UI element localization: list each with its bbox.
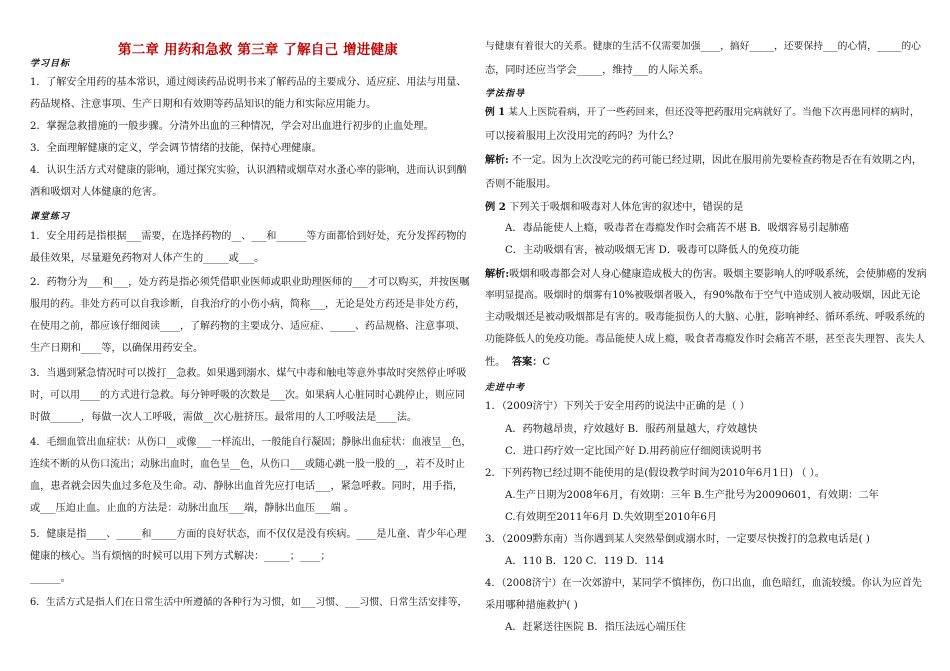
example-1-line [485, 106, 920, 120]
text-line: 在使用之前，都应该仔细阅读____，了解药物的主要成分、适应症、_____、药品规格、注意事项、 [30, 321, 465, 332]
text-line: 态，同时还应当学会_____，维持___的人际关系。 [485, 65, 710, 76]
text-line: 或___压迫止血。止血的方法是：动脉出血压___端，静脉出血压___端 。 [30, 503, 355, 514]
example-label: 例 2 [485, 201, 506, 213]
text-line: 功能降低人的免疫功能。毒品能使人成上瘾，吸食者毒瘾发作时会痛苦不堪，甚至丧失理智、丧失人 [485, 334, 925, 345]
text-line: 2．药物分为___和___，处方药是指必须凭借职业医师或职业助理医师的___才可以购买，并按医嘱 [30, 277, 470, 288]
text-line: 2．掌握急救措施的一般步骤。分清外出血的三种情况，学会对出血进行初步的止血处理。 [30, 121, 434, 132]
section-heading-method: 学法指导 [485, 89, 526, 99]
answer-value: C [542, 357, 551, 368]
analysis-label: 解析: [485, 155, 509, 166]
text-line: 连续不断的从伤口流出；动脉出血时，血色呈__色，从伤口___或随心跳一股一股的__，若不及时止 [30, 459, 465, 470]
text-line: 血，患者就会因失血过多危及生命。动、静脉出血首先应打电话___，紧急呼救。同时，用手指， [30, 481, 463, 492]
option-line: A．药物越昂贵，疗效越好 B．服药剂量越大，疗效越快 [505, 424, 758, 435]
text-line: 服用的药。非处方药可以自我诊断，自我治疗的小伤小病，简称___，无论是处方药还是非处方药， [30, 299, 465, 310]
analysis-1-line [485, 154, 922, 168]
option-line: A．赶紧送往医院 B．指压法远心端压住 [505, 622, 687, 633]
question-4: 4．（2008济宁）在一次郊游中，某同学不慎摔伤，伤口出血，血色暗红，血流较缓。你认为应首先 [485, 578, 922, 589]
text-line: 与健康有着很大的关系。健康的生活不仅需要加强____，搞好_____，还要保持___的心情，_____的心 [485, 41, 921, 52]
answer-line [485, 355, 550, 370]
analysis-2-line [485, 267, 927, 282]
text-line: 率明显提高。吸烟时的烟雾有10%被吸烟者吸入，有90%散布于空气中造成别人被动吸烟，因此无论 [485, 290, 921, 301]
option-line: C．进口药疗效一定比国产好 D.用药前应仔细阅读说明书 [505, 446, 762, 457]
text-line: 生产日期和____等，以确保用药安全。 [30, 343, 204, 354]
option-line: C．主动吸烟有害，被动吸烟无害 D．吸毒可以降低人的免疫功能 [505, 245, 800, 256]
text-line: 时，可以用____的方式进行急救。每分钟呼吸的次数是___次。如果病人心脏同时心跳停止，则应同 [30, 390, 465, 401]
text-line: 可以接着服用上次没用完的药吗？为什么？ [485, 131, 679, 142]
text-line: 采用哪种措施救护( ) [485, 600, 578, 611]
text-line: 3．全面理解健康的定义，学会调节情绪的技能，保持心理健康。 [30, 143, 322, 154]
section-heading-exam: 走进中考 [485, 383, 526, 393]
question-2: 2．下列药物已经过期不能使用的是(假设教学时间为2010年6月1日) （ ）。 [485, 468, 825, 479]
question-1: 1．（2009济宁）下列关于安全用药的说法中正确的是（ ） [485, 401, 750, 412]
example-label: 例 1 [485, 107, 506, 118]
text-line: 酒和吸烟对人体健康的危害。 [30, 187, 163, 198]
text-line: 1．安全用药是指根据___需要，在选择药物的__、___和______等方面都恰到好处，充分发挥药物的 [30, 231, 467, 242]
text-line: 否则不能服用。 [485, 179, 557, 190]
text-line: 4．毛细血管出血症状：从伤口__或像___一样流出，一般能自行凝固；静脉出血症状：血液呈__色， [30, 437, 472, 448]
text-line: 时做______，每做一次人工呼吸，需做__次心脏挤压。最常用的人工呼吸法是____法。 [30, 412, 418, 423]
text-line: 5．健康是指____、_____和_____方面的良好状态，而不仅仅是没有疾病。____是儿童、青少年心理 [30, 529, 467, 540]
example-text: 某人上医院看病，开了一些药回来，但还没等把药服用完病就好了。当他下次再患同样的病时， [505, 107, 920, 118]
analysis-text: 不一定。因为上次没吃完的药可能已经过期，因此在服用前先要检查药物是否在有效期之内， [508, 155, 922, 166]
text-line: 1．了解安全用药的基本常识，通过阅读药品说明书来了解药品的主要成分、适应症、用法与用量、 [30, 77, 467, 88]
text-fragment: 性。 [485, 357, 506, 368]
option-line: A．毒品能使人上瘾，吸毒者在毒瘾发作时会痛苦不堪 B．吸烟容易引起肺癌 [505, 223, 850, 234]
text-line: 药品规格、注意事项、生产日期和有效期等药品知识的能力和实际应用能力。 [30, 99, 377, 110]
text-line: 6．生活方式是指人们在日常生活中所遵循的各种行为习惯，如___习惯、___习惯、日常生活安排等， [30, 597, 468, 608]
example-2-line [485, 200, 743, 215]
text-line: 3．当遇到紧急情况时可以拨打__急救。如果遇到溺水、煤气中毒和触电等意外事故时突然停止呼吸 [30, 368, 467, 379]
analysis-label: 解析: [485, 268, 510, 280]
analysis-text: 吸烟和吸毒都会对人身心健康造成极大的伤害。吸烟主要影响人的呼吸系统，会使肺癌的发病 [509, 269, 927, 280]
text-line: 健康的核心。当有烦恼的时候可以用下列方式解决：_____；____； [30, 551, 331, 562]
question-3: 3．（2009黔东南）当你遇到某人突然晕倒或溺水时，一定要尽快拨打的急救电话是( ) [485, 534, 870, 545]
text-line: 主动吸烟还是被动吸烟都是有害的。吸毒能损伤人的大脑、心脏，影响神经、循环系统、呼吸系统的 [485, 312, 925, 323]
option-line: A.生产日期为2008年6月，有效期：三年 B.生产批号为20090601，有效期：二年 [505, 490, 879, 501]
option-line: A．110 B．120 C．119 D．114 [505, 556, 665, 567]
section-heading-objectives: 学习目标 [30, 59, 71, 69]
answer-label: 答案： [511, 356, 543, 368]
text-line: 4．认识生活方式对健康的影响，通过探究实验，认识酒精或烟草对水蚤心率的影响，进而认识到酗 [30, 165, 467, 176]
example-text: 下列关于吸烟和吸毒对人体危害的叙述中，错误的是 [505, 202, 744, 213]
option-line: C.有效期至2011年6月 D.失效期至2010年6月 [505, 512, 718, 523]
section-heading-practice: 课堂练习 [30, 212, 71, 222]
text-line: 最佳效果，尽量避免药物对人体产生的_____或___。 [30, 253, 265, 264]
text-line: ______。 [30, 573, 71, 584]
page-title: 第二章 用药和急救 第三章 了解自己 增进健康 [118, 42, 398, 58]
